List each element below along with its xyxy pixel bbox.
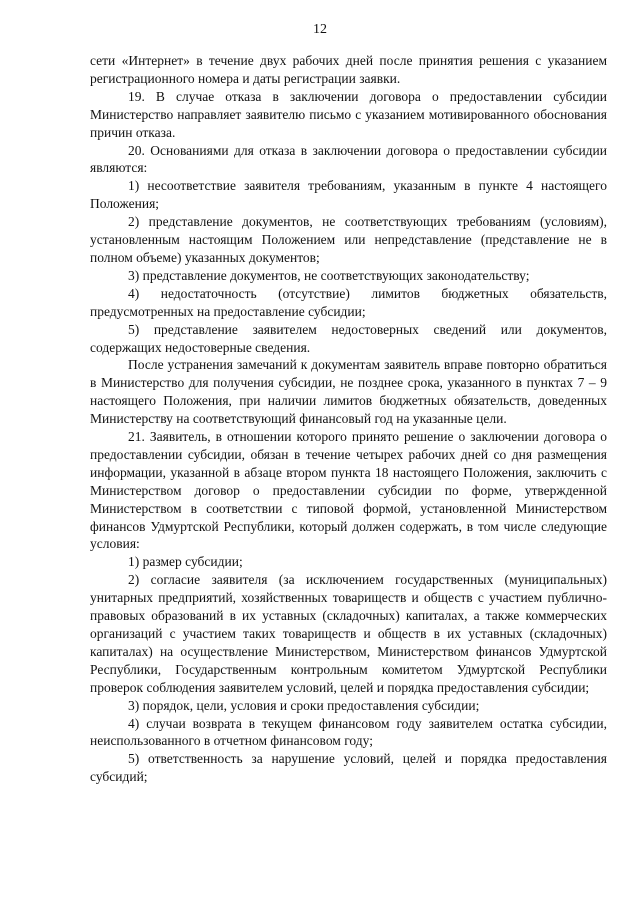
paragraph: 5) ответственность за нарушение условий, целей и порядка предоставления субсидий;: [90, 751, 607, 785]
paragraph: 1) несоответствие заявителя требованиям, указанным в пункте 4 настоящего Положения;: [90, 178, 607, 212]
paragraph: 20. Основаниями для отказа в заключении договора о предоставлении субсидии являются:: [90, 142, 607, 176]
paragraph: 21. Заявитель, в отношении которого принято решение о заключении договора о предоставлении субсидии, обязан в течение четырех рабочих дней со дня размещения информации, указанной в абзаце втором пункта 18 настоящего Положения, заключить с Министерством договор о предоставлении субсидии по форме, утвержденной Министерством в соответствии с типовой формой, установленной Министерством финансов Удмуртской Республики, который должен содержать, в том числе следующие условия:: [90, 429, 607, 552]
paragraph: 4) недостаточность (отсутствие) лимитов бюджетных обязательств, предусмотренных на предоставление субсидии;: [90, 285, 607, 319]
page-number: 12: [313, 22, 327, 37]
paragraph: 2) согласие заявителя (за исключением государственных (муниципальных) унитарных предприятий, хозяйственных товариществ и обществ с участием публично-правовых образований в их уставных (складочных) капиталах, а также коммерческих организаций с участием таких товариществ и обществ в их уставных (складочных) капиталах) на осуществление Министерством, Министерством финансов Удмуртской Республики, Государственным контрольным комитетом Удмуртской Республики проверок соблюдения заявителем условий, целей и порядка предоставления субсидии;: [90, 572, 607, 695]
paragraph: После устранения замечаний к документам заявитель вправе повторно обратиться в Министерство для получения субсидии, не позднее срока, указанного в пунктах 7 – 9 настоящего Положения, при наличии лимитов бюджетных обязательств, доведенных Министерству на соответствующий финансовый год на указанные цели.: [90, 357, 607, 427]
paragraph: 19. В случае отказа в заключении договора о предоставлении субсидии Министерство направляет заявителю письмо с указанием мотивированного обоснования причин отказа.: [90, 88, 607, 140]
paragraph: 3) представление документов, не соответствующих законодательству;: [128, 267, 530, 283]
document-body: [90, 52, 607, 786]
paragraph: сети «Интернет» в течение двух рабочих дней после принятия решения с указанием регистрационного номера и даты регистрации заявки.: [90, 53, 607, 86]
paragraph: 5) представление заявителем недостоверных сведений или документов, содержащих недостоверные сведения.: [90, 321, 607, 355]
paragraph: 2) представление документов, не соответствующих требованиям (условиям), установленным настоящим Положением или непредставление (представление не в полном объеме) указанных документов;: [90, 214, 607, 265]
paragraph: 4) случаи возврата в текущем финансовом году заявителем остатка субсидии, неиспользованного в отчетном финансовом году;: [90, 715, 607, 749]
paragraph: 1) размер субсидии;: [128, 554, 243, 570]
paragraph: 3) порядок, цели, условия и сроки предоставления субсидии;: [128, 697, 480, 713]
